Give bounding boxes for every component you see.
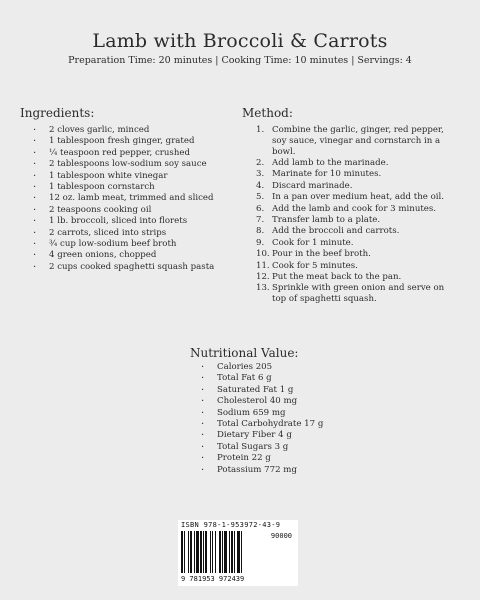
list-item: · 12 oz. lamb meat, trimmed and sliced	[33, 193, 214, 204]
method-list	[256, 125, 456, 305]
step-text: Cook for 5 minutes.	[272, 260, 358, 271]
method-step	[256, 158, 456, 169]
list-item: · 4 green onions, chopped	[33, 250, 214, 261]
recipe-title: Lamb with Broccoli & Carrots	[92, 30, 388, 52]
method-step	[256, 283, 456, 305]
list-item: · 2 carrots, sliced into strips	[33, 228, 214, 239]
method-step	[256, 238, 456, 249]
step-text: Discard marinade.	[272, 180, 353, 191]
step-text: Pour in the beef broth.	[272, 249, 371, 260]
step-text: Marinate for 10 minutes.	[272, 169, 382, 180]
step-text: Add the lamb and cook for 3 minutes.	[272, 203, 437, 214]
isbn-barcode	[178, 520, 298, 586]
step-text: Put the meat back to the pan.	[272, 271, 402, 282]
list-item: · 2 tablespoons low-sodium soy sauce	[33, 159, 214, 170]
step-number: 10.	[256, 249, 270, 260]
step-number: 3.	[256, 169, 265, 180]
step-number: 11.	[256, 260, 270, 271]
list-item: · 2 cups cooked spaghetti squash pasta	[33, 262, 214, 273]
method-step	[256, 192, 456, 203]
list-item: · 1 lb. broccoli, sliced into florets	[33, 216, 214, 227]
list-item: · ¼ teaspoon red pepper, crushed	[33, 148, 214, 159]
step-number: 1.	[256, 125, 265, 135]
barcode-bars-icon	[181, 531, 261, 575]
step-number: 13.	[256, 283, 270, 294]
step-number: 4.	[256, 180, 265, 191]
list-item: · ¾ cup low-sodium beef broth	[33, 239, 214, 250]
step-number: 5.	[256, 192, 265, 203]
method-heading: Method:	[242, 106, 293, 120]
method-step	[256, 204, 456, 215]
method-step	[256, 261, 456, 272]
list-item: · Cholesterol 40 mg	[201, 396, 323, 407]
nutrition-list	[201, 362, 323, 476]
step-number: 8.	[256, 226, 265, 237]
nutrition-heading: Nutritional Value:	[190, 346, 299, 360]
list-item: · 1 tablespoon cornstarch	[33, 182, 214, 193]
method-step	[256, 169, 456, 180]
list-item: · Sodium 659 mg	[201, 408, 323, 419]
method-step	[256, 215, 456, 226]
isbn-label: ISBN 978-1-953972-43-9	[181, 521, 281, 529]
step-number: 2.	[256, 157, 265, 168]
step-text: Transfer lamb to a plate.	[272, 214, 381, 225]
step-text: Sprinkle with green onion and serve on top of spaghetti squash.	[272, 283, 445, 305]
list-item: · Total Sugars 3 g	[201, 442, 323, 453]
price-code: 90000	[270, 532, 292, 540]
method-step	[256, 249, 456, 260]
step-text: Combine the garlic, ginger, red pepper, soy sauce, vinegar and cornstarch in a bowl.	[272, 125, 444, 157]
list-item: · Protein 22 g	[201, 453, 323, 464]
list-item: · Total Fat 6 g	[201, 373, 323, 384]
step-text: In a pan over medium heat, add the oil.	[272, 192, 444, 203]
list-item: · 1 tablespoon white vinegar	[33, 171, 214, 182]
barcode-digits: 9 781953 972439	[181, 575, 245, 583]
ingredients-heading: Ingredients:	[20, 106, 95, 120]
ingredients-list	[33, 125, 214, 273]
step-text: Add lamb to the marinade.	[272, 157, 389, 168]
list-item: · Saturated Fat 1 g	[201, 385, 323, 396]
step-text: Cook for 1 minute.	[272, 237, 354, 248]
recipe-subtitle: Preparation Time: 20 minutes | Cooking Time: 10 minutes | Servings: 4	[68, 55, 412, 66]
method-step	[256, 125, 456, 157]
list-item: · 2 teaspoons cooking oil	[33, 205, 214, 216]
list-item: · Calories 205	[201, 362, 323, 373]
list-item: · Dietary Fiber 4 g	[201, 430, 323, 441]
list-item: · 1 tablespoon fresh ginger, grated	[33, 136, 214, 147]
method-step	[256, 272, 456, 283]
step-number: 6.	[256, 203, 265, 214]
step-number: 9.	[256, 237, 265, 248]
list-item: · Total Carbohydrate 17 g	[201, 419, 323, 430]
step-number: 7.	[256, 214, 265, 225]
step-number: 12.	[256, 271, 270, 282]
step-text: Add the broccoli and carrots.	[272, 226, 400, 237]
list-item: · Potassium 772 mg	[201, 465, 323, 476]
list-item: · 2 cloves garlic, minced	[33, 125, 214, 136]
method-step	[256, 181, 456, 192]
method-step	[256, 226, 456, 237]
